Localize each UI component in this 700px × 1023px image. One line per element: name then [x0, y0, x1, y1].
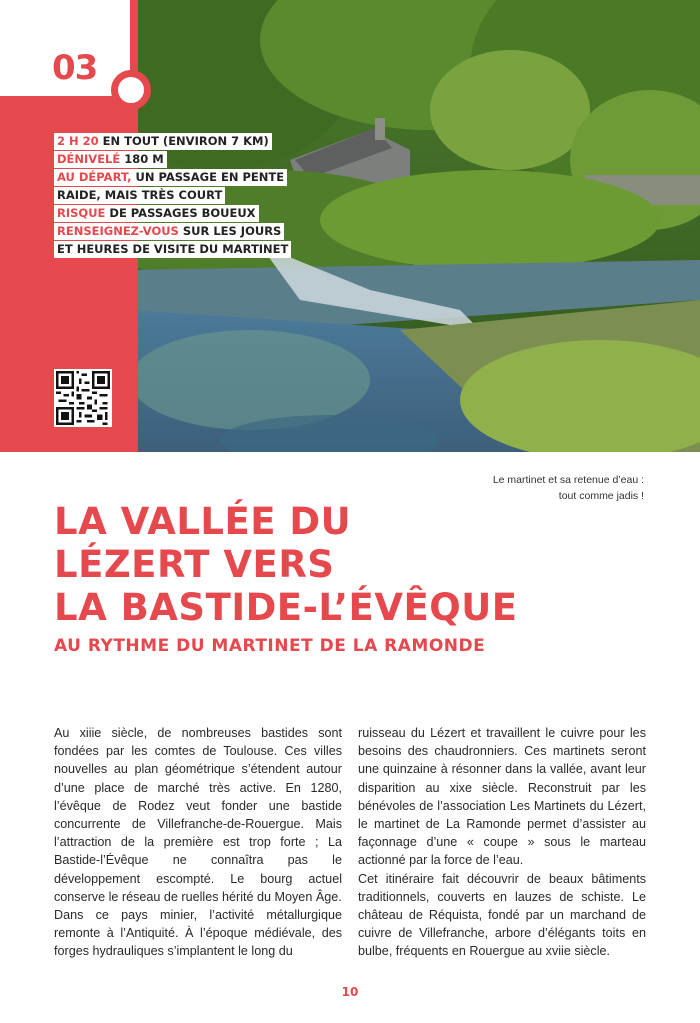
- info-text: UN PASSAGE EN PENTE: [131, 170, 285, 184]
- title-line: LA BASTIDE-L’ÉVÊQUE: [54, 586, 518, 629]
- paragraph: Au xiiie siècle, de nombreuses bastides sont fondées par les comtes de Toulouse. Ces villes nouvelles au plan géométrique s’étendent autour d’une place de marché très active. En 1280, l’évêque de Rodez veut fonder une bastide concurrente de Villefranche-de-Rouergue. Mais l’attraction de la première est trop forte ; La Bastide-l’Évêque ne connaîtra pas le développement escompté. Le bourg actuel conserve le réseau de ruelles hérité du Moyen Âge.: [54, 726, 342, 904]
- info-line: [54, 241, 291, 258]
- route-number: 03: [52, 48, 98, 88]
- info-text: RAIDE, MAIS TRÈS COURT: [57, 188, 223, 202]
- info-text: SUR LES JOURS: [178, 224, 282, 238]
- title-line: LÉZERT VERS: [54, 543, 335, 586]
- text-column-right: [358, 724, 646, 961]
- ring-icon: [111, 70, 151, 110]
- info-line: [54, 133, 272, 150]
- qr-code-icon[interactable]: [54, 369, 112, 427]
- caption-line: Le martinet et sa retenue d’eau :: [492, 474, 644, 486]
- caption-line: tout comme jadis !: [558, 490, 644, 502]
- info-line: [54, 205, 259, 222]
- text-column-left: [54, 724, 342, 961]
- info-line: [54, 223, 284, 240]
- info-key: DÉNIVELÉ: [57, 152, 121, 166]
- page-subtitle: AU RYTHME DU MARTINET DE LA RAMONDE: [54, 636, 486, 656]
- paragraph: Cet itinéraire fait découvrir de beaux bâtiments traditionnels, couverts en lauzes de schiste. Le château de Réquista, fondé par un marchand de cuivre de Villefranche, arbore d’élégants toits en bulbe, fréquents en Rouergue au xviie siècle.: [358, 871, 646, 959]
- info-text: ET HEURES DE VISITE DU MARTINET: [57, 242, 289, 256]
- title-line: LA VALLÉE DU: [54, 500, 352, 543]
- info-line: [54, 151, 167, 168]
- info-text: DE PASSAGES BOUEUX: [105, 206, 256, 220]
- info-line: [54, 169, 287, 186]
- page-number: 10: [341, 985, 359, 999]
- info-key: 2 H 20: [57, 134, 99, 148]
- route-info: [54, 133, 291, 259]
- info-line: [54, 187, 225, 204]
- page-title: [54, 500, 518, 629]
- paragraph: ruisseau du Lézert et travaillent le cuivre pour les besoins des chaudronniers. Ces martinets seront une quinzaine à résonner dans la vallée, avant leur disparition au xixe siècle. Reconstruit par les bénévoles de l’association Les Martinets du Lézert, le martinet de La Ramonde permet d’assister au façonnage d’une « coupe » sous le marteau actionné par la force de l’eau.: [358, 726, 646, 868]
- info-key: RENSEIGNEZ-VOUS: [57, 224, 179, 238]
- info-key: AU DÉPART,: [57, 170, 132, 184]
- paragraph: Dans ce pays minier, l’activité métallurgique remonte à l’Antiquité. À l’époque médiévale, des forges hydrauliques s’implantent le long du: [54, 908, 342, 959]
- info-text: 180 M: [120, 152, 164, 166]
- info-text: EN TOUT (ENVIRON 7 KM): [98, 134, 269, 148]
- info-key: RISQUE: [57, 206, 106, 220]
